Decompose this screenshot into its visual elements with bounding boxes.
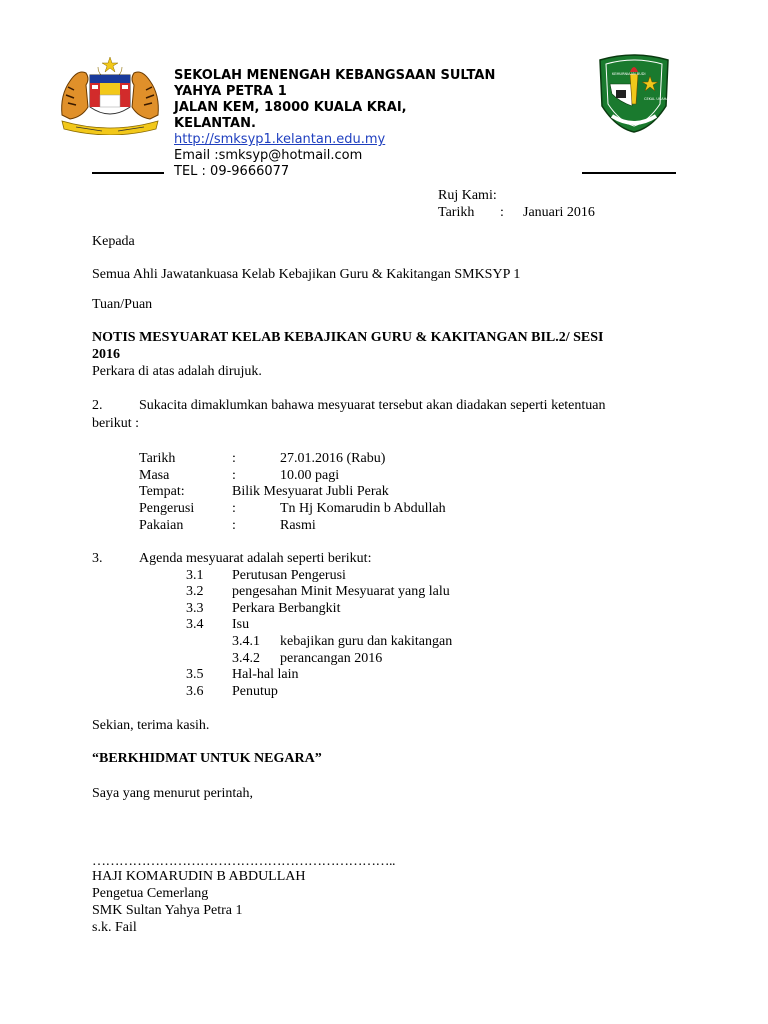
school-email: Email :smksyp@hotmail.com — [174, 148, 363, 163]
para2-line1: Sukacita dimaklumkan bahawa mesyuarat tersebut akan diadakan seperti ketentuan — [139, 398, 606, 413]
para2-number: 2. — [92, 398, 103, 413]
coat-of-arms-logo — [56, 55, 164, 135]
agenda-subnumber: 3.4.2 — [232, 651, 260, 666]
agenda-number: 3.5 — [186, 667, 204, 682]
school-crest-icon — [592, 50, 676, 134]
detail-label: Tarikh — [139, 451, 176, 466]
recipient: Semua Ahli Jawatankuasa Kelab Kebajikan Guru & Kakitangan SMKSYP 1 — [92, 267, 521, 282]
salutation: Tuan/Puan — [92, 297, 153, 312]
agenda-number: 3.4 — [186, 617, 204, 632]
agenda-number: 3.2 — [186, 584, 204, 599]
school-tel: TEL : 09-9666077 — [174, 164, 290, 179]
motto: “BERKHIDMAT UNTUK NEGARA” — [92, 751, 322, 766]
saya-yang-menurut-perintah: Saya yang menurut perintah, — [92, 786, 253, 801]
agenda-item: Perkara Berbangkit — [232, 601, 341, 616]
crest-text-top: KEMURNIAAN BUDI — [612, 72, 646, 76]
school-address-line2: KELANTAN. — [174, 116, 256, 131]
header-rule-left — [92, 172, 164, 174]
detail-value: 10.00 pagi — [280, 468, 340, 483]
agenda-item: Penutup — [232, 684, 278, 699]
detail-label: Masa — [139, 468, 170, 483]
detail-label: Tempat: — [139, 484, 185, 499]
detail-colon: : — [232, 468, 236, 483]
crest-text-right: CEKAL USAHA — [644, 97, 669, 101]
ruj-kami: Ruj Kami: — [438, 188, 497, 203]
school-website-link[interactable]: http://smksyp1.kelantan.edu.my — [174, 132, 386, 147]
para3-text: Agenda mesyuarat adalah seperti berikut: — [139, 551, 372, 566]
signer-title: Pengetua Cemerlang — [92, 886, 209, 901]
signer-name: HAJI KOMARUDIN B ABDULLAH — [92, 869, 306, 884]
coat-of-arms-icon — [56, 55, 164, 135]
school-crest-logo — [592, 50, 676, 134]
para3-number: 3. — [92, 551, 103, 566]
detail-label: Pengerusi — [139, 501, 195, 516]
tarikh-colon: : — [500, 205, 504, 220]
kepada: Kepada — [92, 234, 135, 249]
agenda-number: 3.3 — [186, 601, 204, 616]
agenda-subitem: kebajikan guru dan kakitangan — [280, 634, 453, 649]
detail-value: Tn Hj Komarudin b Abdullah — [280, 501, 446, 516]
signature-line: ………………………………………………………….. — [92, 854, 395, 869]
detail-label: Pakaian — [139, 518, 184, 533]
detail-value: 27.01.2016 (Rabu) — [280, 451, 386, 466]
notice-title-line2: 2016 — [92, 347, 120, 362]
school-name-line1: SEKOLAH MENENGAH KEBANGSAAN SULTAN — [174, 68, 496, 83]
school-name-line2: YAHYA PETRA 1 — [174, 84, 287, 99]
agenda-number: 3.6 — [186, 684, 204, 699]
detail-colon: : — [232, 518, 236, 533]
perkara: Perkara di atas adalah dirujuk. — [92, 364, 262, 379]
agenda-item: pengesahan Minit Mesyuarat yang lalu — [232, 584, 450, 599]
school-header — [174, 68, 495, 180]
signer-school: SMK Sultan Yahya Petra 1 — [92, 903, 243, 918]
tarikh-label: Tarikh — [438, 205, 475, 220]
agenda-item: Isu — [232, 617, 250, 632]
notice-title-line1: NOTIS MESYUARAT KELAB KEBAJIKAN GURU & KAKITANGAN BIL.2/ SESI — [92, 330, 604, 345]
agenda-item: Perutusan Pengerusi — [232, 568, 346, 583]
closing: Sekian, terima kasih. — [92, 718, 210, 733]
agenda-subitem: perancangan 2016 — [280, 651, 383, 666]
school-address-line1: JALAN KEM, 18000 KUALA KRAI, — [174, 100, 407, 115]
tarikh-value: Januari 2016 — [523, 205, 595, 220]
detail-value: Bilik Mesyuarat Jubli Perak — [232, 484, 389, 499]
agenda-item: Hal-hal lain — [232, 667, 299, 682]
header-rule-right — [582, 172, 676, 174]
para2-line2: berikut : — [92, 416, 140, 431]
agenda-subnumber: 3.4.1 — [232, 634, 260, 649]
detail-value: Rasmi — [280, 518, 316, 533]
sk-fail: s.k. Fail — [92, 920, 137, 935]
detail-colon: : — [232, 501, 236, 516]
detail-colon: : — [232, 451, 236, 466]
agenda-number: 3.1 — [186, 568, 204, 583]
